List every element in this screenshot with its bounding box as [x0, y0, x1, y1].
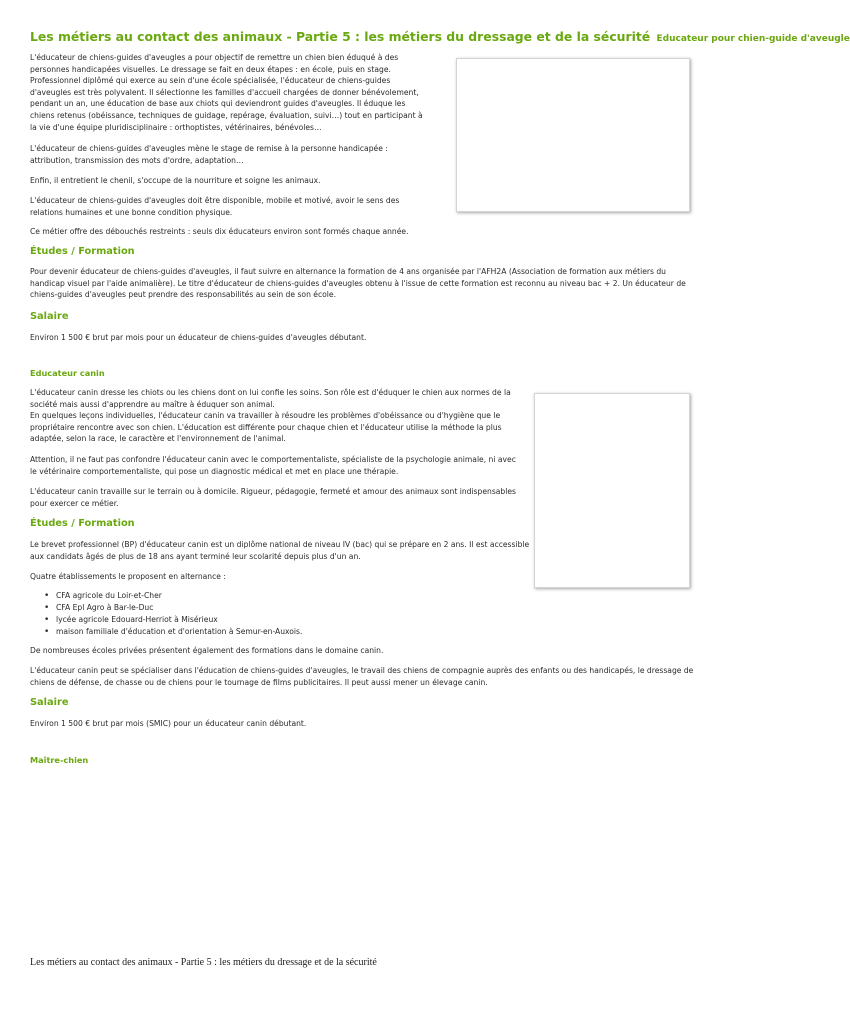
- section-heading-dog-educator: Educateur canin: [30, 368, 105, 378]
- list-item: • CFA Epl Agro à Bar-le-Duc: [56, 602, 302, 614]
- paragraph: Attention, il ne faut pas confondre l'éducateur canin avec le comportementaliste, spécialiste de la psychologie animale, ni avec le vétérinaire comportementaliste, qui pose un diagnostic médical et met en place une thérapie.: [30, 455, 516, 476]
- paragraph: L'éducateur de chiens-guides d'aveugles mène le stage de remise à la personne handicapée : attribution, transmission des mots d'ordre, adaptation…: [30, 144, 388, 165]
- list-item: • maison familiale d'éducation et d'orientation à Semur-en-Auxois.: [56, 626, 302, 638]
- image-placeholder: [534, 393, 690, 588]
- studies-heading: Études / Formation: [30, 246, 135, 257]
- paragraph: Le brevet professionnel (BP) d'éducateur canin est un diplôme national de niveau IV (bac) qui se prépare en 2 ans. Il est accessible aux candidats âgés de plus de 18 ans ayant terminé leur scolarité depuis plus d'un an.: [30, 540, 530, 561]
- page-title: [30, 29, 850, 47]
- paragraph: L'éducateur de chiens-guides d'aveugles doit être disponible, mobile et motivé, avoir le sens des relations humaines et une bonne condition physique.: [30, 196, 400, 217]
- paragraph: Environ 1 500 € brut par mois pour un éducateur de chiens-guides d'aveugles débutant.: [30, 333, 367, 342]
- image-placeholder: [456, 58, 690, 212]
- salary-heading: Salaire: [30, 697, 69, 708]
- paragraph: Ce métier offre des débouchés restreints : seuls dix éducateurs environ sont formés chaque année.: [30, 227, 409, 236]
- paragraph: L'éducateur canin peut se spécialiser dans l'éducation de chiens-guides d'aveugles, le travail des chiens de compagnie auprès des enfants ou des handicapés, le dressage de chiens de défense, de chasse ou de chiens pour le tournage de films publicitaires. Il peut aussi mener un élevage canin.: [30, 666, 694, 687]
- section-heading-dog-handler: Maître-chien: [30, 755, 89, 765]
- list-item: • CFA agricole du Loir-et-Cher: [56, 590, 302, 602]
- page-footer: Les métiers au contact des animaux - Partie 5 : les métiers du dressage et de la sécurité: [30, 957, 377, 968]
- page-title-text: Les métiers au contact des animaux - Partie 5 : les métiers du dressage et de la sécurité: [30, 29, 651, 44]
- section-title-guide-dog-educator: Educateur pour chien-guide d'aveugle: [656, 34, 850, 44]
- paragraph: Pour devenir éducateur de chiens-guides d'aveugles, il faut suivre en alternance la formation de 4 ans organisée par l'AFH2A (Association de formation aux métiers du handicap visuel par l'aide animalière). Le titre d'éducateur de chiens-guides d'aveugles obtenu à l'issue de cette formation est reconnu au niveau bac + 2. Un éducateur de chiens-guides d'aveugles peut prendre des responsabilités au sein de son école.: [30, 267, 686, 300]
- paragraph: Enfin, il entretient le chenil, s'occupe de la nourriture et soigne les animaux.: [30, 176, 321, 185]
- salary-heading: Salaire: [30, 311, 69, 322]
- paragraph: L'éducateur canin dresse les chiots ou les chiens dont on lui confie les soins. Son rôle est d'éduquer le chien aux normes de la société mais aussi d'apprendre au maître à éduquer son animal. En quelques leçons individuelles, l'éducateur canin va travailler à résoudre les problèmes d'obéissance ou d'hygiène que le propriétaire rencontre avec son chien. L'éducation est différente pour chaque chien et l'éducateur utilise la méthode la plus adaptée, selon la race, le caractère et l'environnement de l'animal.: [30, 388, 511, 444]
- paragraph: L'éducateur canin travaille sur le terrain ou à domicile. Rigueur, pédagogie, fermeté et amour des animaux sont indispensables pour exercer ce métier.: [30, 487, 516, 508]
- paragraph: De nombreuses écoles privées présentent également des formations dans le domaine canin.: [30, 646, 384, 655]
- list-item: • lycée agricole Edouard-Herriot à Misérieux: [56, 614, 302, 626]
- paragraph: Environ 1 500 € brut par mois (SMIC) pour un éducateur canin débutant.: [30, 719, 307, 728]
- studies-heading: Études / Formation: [30, 518, 135, 529]
- paragraph: L'éducateur de chiens-guides d'aveugles a pour objectif de remettre un chien bien éduqué à des personnes handicapées visuelles. Le dressage se fait en deux étapes : en école, puis en stage. Professionnel diplômé qui exerce au sein d'une école spécialisée, l'éducateur de chiens-guides d'aveugles est très polyvalent. Il sélectionne les familles d'accueil chargées de donner bénévolement, pendant un an, une éducation de base aux chiots qui deviendront guides d'aveugles. Il éduque les chiens retenus (obéissance, techniques de guidage, repérage, évaluation, suivi…) tout en participant à la vie d'une équipe pluridisciplinaire : orthoptistes, vétérinaires, bénévoles…: [30, 53, 423, 132]
- paragraph: Quatre établissements le proposent en alternance :: [30, 572, 226, 581]
- school-list: [30, 590, 302, 638]
